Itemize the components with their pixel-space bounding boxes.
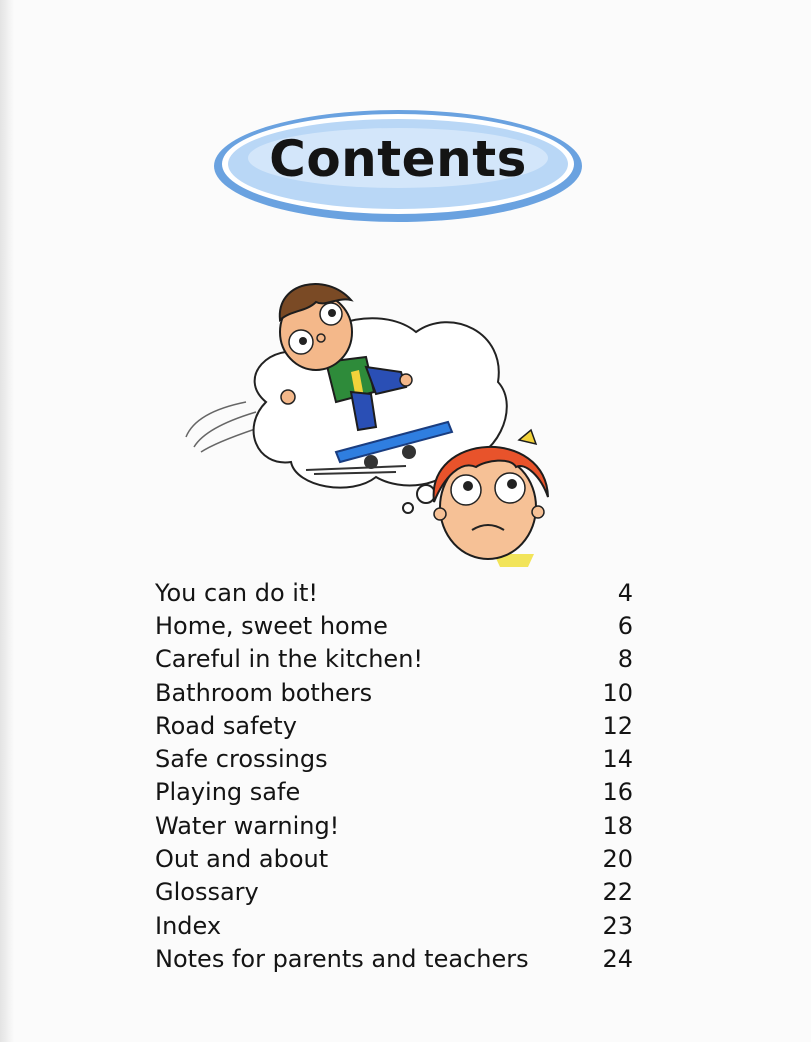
- toc-entry-title: Index: [155, 911, 222, 940]
- toc-entry-page: 12: [602, 711, 633, 740]
- toc-entry-title: Careful in the kitchen!: [155, 645, 424, 674]
- toc-entry-page: 22: [602, 878, 633, 907]
- toc-entry[interactable]: [155, 709, 645, 742]
- table-of-contents: [155, 576, 645, 976]
- toc-entry-title: Glossary: [155, 878, 259, 907]
- toc-entry[interactable]: [155, 909, 645, 942]
- toc-entry-title: You can do it!: [155, 578, 318, 607]
- toc-entry-title: Bathroom bothers: [155, 678, 373, 707]
- toc-entry-page: 10: [602, 678, 633, 707]
- toc-entry-page: 18: [602, 811, 633, 840]
- toc-entry-title: Safe crossings: [155, 745, 328, 774]
- toc-entry-title: Notes for parents and teachers: [155, 944, 529, 973]
- toc-entry-page: 23: [602, 911, 633, 940]
- toc-entry[interactable]: [155, 776, 645, 809]
- toc-entry[interactable]: [155, 742, 645, 775]
- toc-entry-page: 4: [617, 578, 633, 607]
- toc-entry[interactable]: [155, 809, 645, 842]
- toc-entry[interactable]: [155, 643, 645, 676]
- toc-entry-title: Home, sweet home: [155, 611, 388, 640]
- toc-entry[interactable]: [155, 609, 645, 642]
- toc-entry-page: 24: [602, 944, 633, 973]
- skateboarding-boy-illustration: [176, 262, 576, 572]
- toc-entry[interactable]: [155, 876, 645, 909]
- motion-lines: [186, 402, 261, 452]
- toc-entry-title: Playing safe: [155, 778, 301, 807]
- page-edge-shadow: [0, 0, 14, 1042]
- toc-entry-title: Road safety: [155, 711, 297, 740]
- toc-entry[interactable]: [155, 942, 645, 975]
- toc-entry-page: 16: [602, 778, 633, 807]
- toc-entry[interactable]: [155, 576, 645, 609]
- toc-entry-page: 20: [602, 845, 633, 874]
- toc-entry-title: Out and about: [155, 845, 329, 874]
- toc-entry[interactable]: [155, 676, 645, 709]
- toc-entry-page: 8: [617, 645, 633, 674]
- toc-entry-page: 6: [617, 611, 633, 640]
- toc-entry[interactable]: [155, 842, 645, 875]
- page-title: Contents: [269, 130, 527, 188]
- toc-entry-title: Water warning!: [155, 811, 340, 840]
- toc-entry-page: 14: [602, 745, 633, 774]
